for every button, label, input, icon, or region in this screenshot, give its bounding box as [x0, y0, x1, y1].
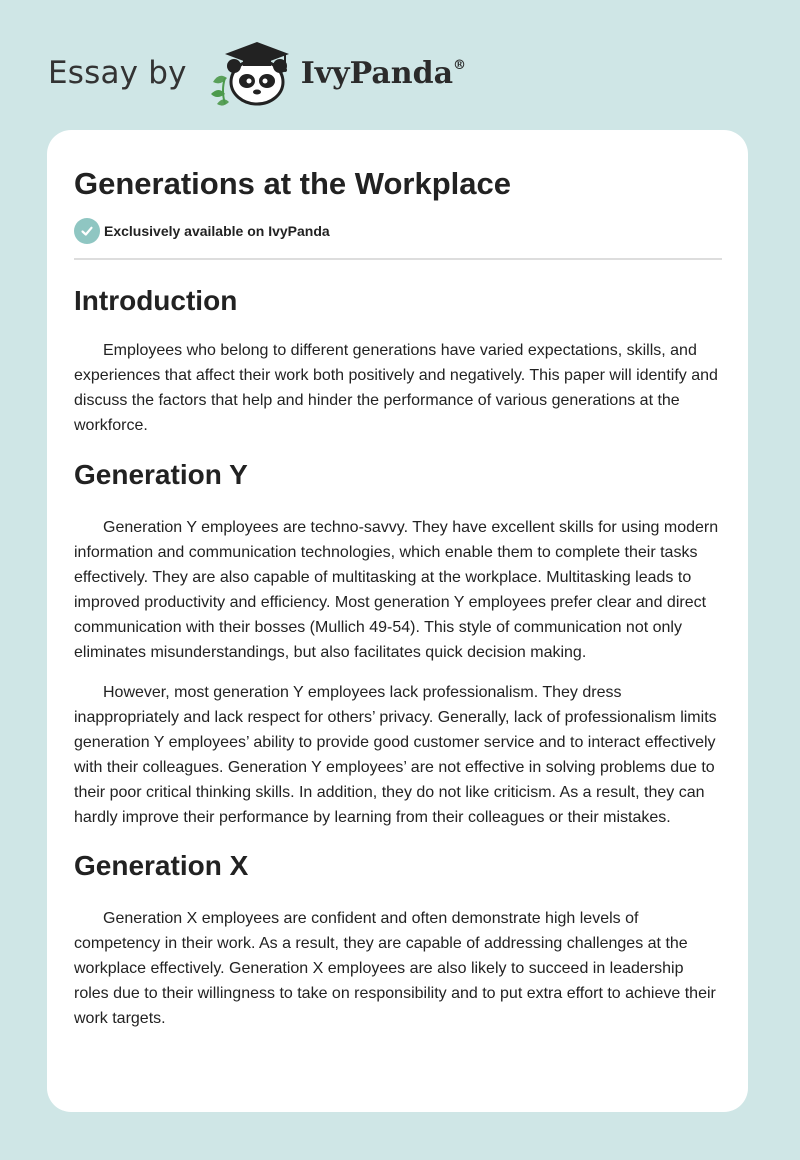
site-logo[interactable] [48, 38, 466, 108]
panda-graduate-icon [203, 38, 295, 108]
section-heading-introduction: Introduction [74, 285, 238, 316]
brand-prefix: Essay by [48, 55, 187, 91]
paragraph: Generation X employees are confident and often demonstrate high levels of competency in their work. As a result, they are capable of addressing challenges at the workplace effectively. Generation X employees are also likely to succeed in leadership roles due to their willingness to take on responsibility and to put extra effort to achieve their work targets. [74, 910, 716, 1027]
check-circle-icon [74, 218, 100, 244]
divider [74, 258, 722, 260]
brand-name: IvyPanda® [300, 55, 467, 91]
paragraph: However, most generation Y employees lack professionalism. They dress inappropriately and lack respect for others’ privacy. Generally, lack of professionalism limits generation Y employees’ ability to provide good customer service and to interact effectively with their colleagues. Generation Y employees’ are not effective in solving problems due to their poor critical thinking skills. In addition, they do not like criticism. As a result, they can hardly improve their performance by learning from their colleagues or their mistakes. [74, 684, 717, 826]
badge-label: Exclusively available on IvyPanda [104, 223, 330, 239]
page-title: Generations at the Workplace [74, 166, 511, 201]
paragraph: Generation Y employees are techno-savvy. They have excellent skills for using modern information and communication technologies, which enable them to complete their tasks effectively. They are also capable of multitasking at the workplace. Multitasking leads to improved productivity and efficiency. Most generation Y employees prefer clear and direct communication with their bosses (Mullich 49-54). This style of communication not only eliminates misunderstandings, but also facilitates quick decision making. [74, 519, 719, 661]
section-heading-generation-y: Generation Y [74, 459, 248, 490]
paragraph: Employees who belong to different generations have varied expectations, skills, and experiences that affect their work both positively and negatively. This paper will identify and discuss the factors that help and hinder the performance of various generations at the workforce. [74, 342, 718, 434]
essay-card [47, 130, 748, 1112]
section-heading-generation-x: Generation X [74, 850, 249, 881]
exclusive-badge [74, 218, 722, 244]
